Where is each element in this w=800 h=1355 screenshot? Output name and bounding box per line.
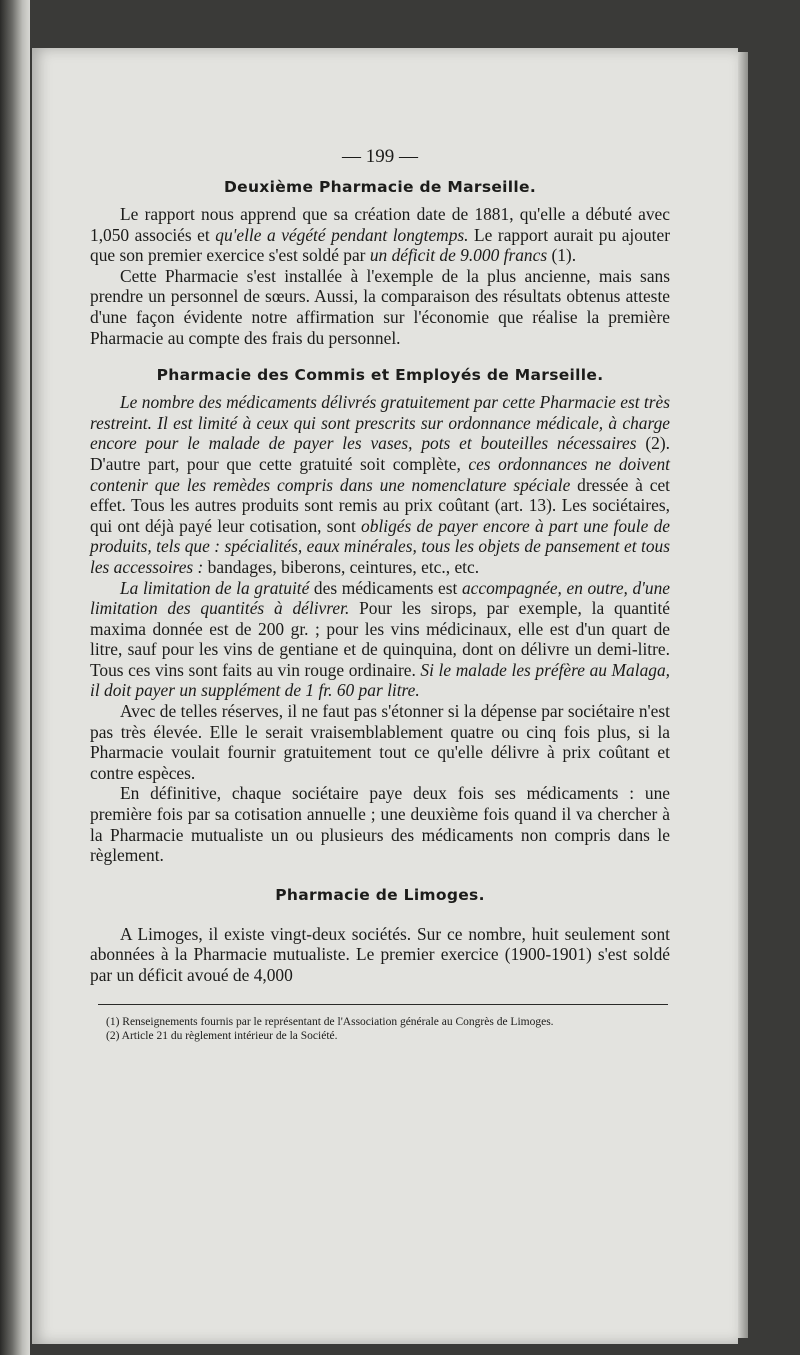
italic-run: Si le malade les préfère au Malaga, il doit payer un supplément de 1 fr. 60 par litre. xyxy=(90,659,671,701)
text-run: Pour les sirops, par exemple, la quantité maxima donnée est de 200 gr. ; pour les vins médicinaux, elle est d'un quart de litre, sauf pour les vins de gentiane et de quinquina, dont on délivre un demi-litre. Tous ces vins sont faits au vin rouge ordinaire. xyxy=(90,598,670,680)
page-number: — 199 — xyxy=(342,146,418,167)
paragraph xyxy=(90,266,670,348)
italic-run: ces ordonnances ne doivent contenir que les remèdes compris dans une nomenclature spéciale xyxy=(90,453,671,495)
paragraph xyxy=(90,204,670,266)
book-page xyxy=(32,48,738,1344)
italic-run: un déficit de 9.000 francs xyxy=(369,245,548,266)
text-run: (2). D'autre part, pour que cette gratuité soit complète, xyxy=(90,433,670,474)
paragraph xyxy=(90,924,670,986)
paragraph xyxy=(90,701,670,783)
italic-run: Le nombre des médicaments délivrés gratuitement par cette Pharmacie est très restreint. Il est limité à ceux qui sont prescrits sur ordonnance médicale, à charge encore pour le malade de payer les vases, pots et bouteilles nécessaires xyxy=(90,392,670,454)
text-run: Cette Pharmacie s'est installée à l'exemple de la plus ancienne, mais sans prendre un personnel de sœurs. Aussi, la comparaison des résultats obtenus atteste d'une façon évidente notre affirmation sur l'économie que réalise la première Pharmacie au compte des frais du personnel. xyxy=(90,265,670,348)
footnote-rule xyxy=(98,1004,668,1005)
paragraph xyxy=(90,392,670,577)
text-run: Le rapport nous apprend que sa création date de 1881, qu'elle a débuté avec 1,050 associés et xyxy=(90,204,670,245)
footnote-1: (1) Renseignements fournis par le représentant de l'Association générale au Congrès de Limoges. xyxy=(106,1015,554,1028)
text-run: Avec de telles réserves, il ne faut pas s'étonner si la dépense par sociétaire n'est pas très élevée. Elle le serait vraisemblablement quatre ou cinq fois plus, si la Pharmacie voulait fournir gratuitement tout ce qu'elle délivre à prix coûtant et contre espèces. xyxy=(90,701,670,783)
italic-run: La limitation de la gratuité xyxy=(120,577,310,598)
text-run: A Limoges, il existe vingt-deux sociétés. Sur ce nombre, huit seulement sont abonnées à la Pharmacie mutualiste. Le premier exercice (1900-1901) s'est soldé par un déficit avoué de 4,000 xyxy=(90,923,670,985)
italic-run: obligés de payer encore à part une foule de produits, tels que : spécialités, eaux minérales, tous les objets de pansement et tous les accessoires : xyxy=(90,515,670,577)
text-run: des médicaments est xyxy=(309,577,462,598)
section-heading-commis-employes: Pharmacie des Commis et Employés de Marseille. xyxy=(156,366,604,385)
paragraph xyxy=(90,578,670,702)
book-spine xyxy=(0,0,30,1355)
text-run: dressée à cet effet. Tous les autres produits sont remis au prix coûtant (art. 13). Les sociétaires, qui ont déjà payé leur cotisation, sont xyxy=(90,474,670,536)
section-heading-limoges: Pharmacie de Limoges. xyxy=(275,885,485,904)
paragraph xyxy=(90,783,670,865)
italic-run: qu'elle a végété pendant longtemps. xyxy=(215,224,469,245)
text-run: En définitive, chaque sociétaire paye deux fois ses médicaments : une première fois par sa cotisation annuelle ; une deuxième fois quand il va chercher à la Pharmacie mutualiste un ou plusieurs des médicaments non compris dans le règlement. xyxy=(90,783,670,866)
page-content xyxy=(90,146,670,1043)
page-edge xyxy=(738,52,748,1338)
text-run: Le rapport aurait pu ajouter que son premier exercice s'est soldé par xyxy=(90,224,670,266)
section-heading-marseille-2: Deuxième Pharmacie de Marseille. xyxy=(223,178,537,196)
footnote-2: (2) Article 21 du règlement intérieur de la Société. xyxy=(106,1029,338,1042)
italic-run: accompagnée, en outre, d'une limitation des quantités à délivrer. xyxy=(90,577,670,619)
text-run: bandages, biberons, ceintures, etc., etc. xyxy=(203,556,480,577)
text-run: (1). xyxy=(547,245,577,266)
